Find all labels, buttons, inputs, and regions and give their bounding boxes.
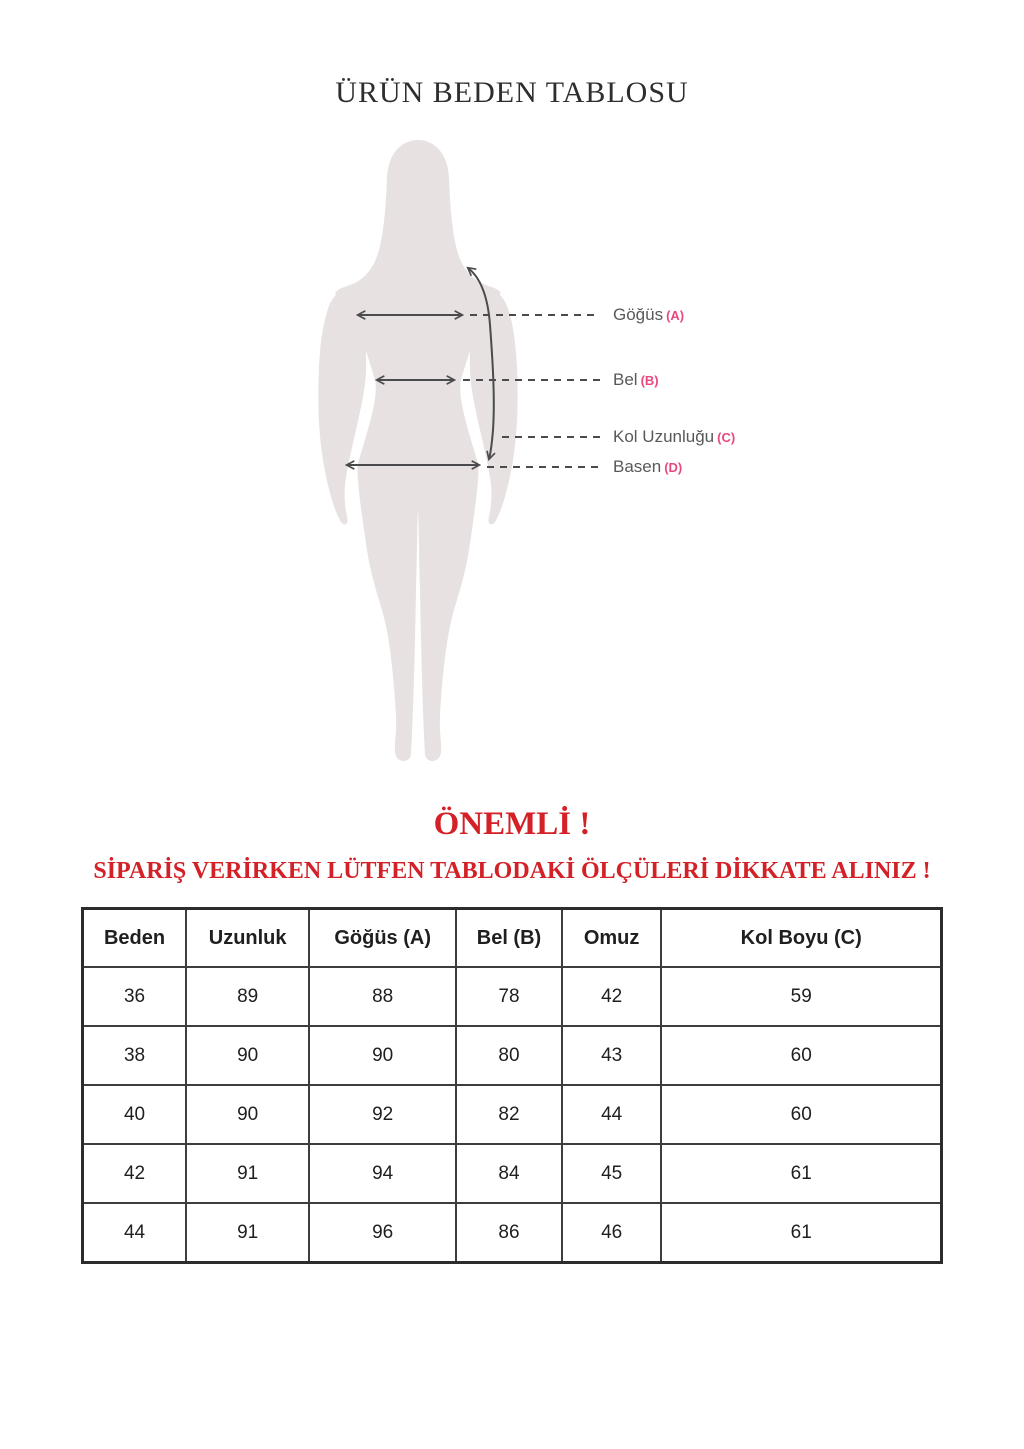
cell: 43 [562, 1026, 662, 1085]
measure-label-chest-text: Göğüs [613, 305, 664, 324]
cell: 92 [309, 1085, 456, 1144]
table-row [83, 1026, 942, 1085]
measure-label-waist-text: Bel [613, 370, 638, 389]
cell: 36 [83, 967, 187, 1026]
cell: 45 [562, 1144, 662, 1203]
measure-label-arm-length [613, 427, 735, 447]
measure-label-hip-letter: (D) [664, 460, 683, 475]
measurement-diagram [278, 130, 778, 775]
cell: 94 [309, 1144, 456, 1203]
cell: 40 [83, 1085, 187, 1144]
header-beden: Beden [83, 909, 187, 968]
header-bel: Bel (B) [456, 909, 562, 968]
measure-label-waist [613, 370, 659, 390]
cell: 90 [309, 1026, 456, 1085]
cell: 61 [661, 1203, 941, 1263]
page-title: ÜRÜN BEDEN TABLOSU [335, 76, 689, 109]
cell: 82 [456, 1085, 562, 1144]
header-kol-boyu: Kol Boyu (C) [661, 909, 941, 968]
cell: 61 [661, 1144, 941, 1203]
cell: 46 [562, 1203, 662, 1263]
measure-label-arm-length-text: Kol Uzunluğu [613, 427, 715, 446]
measure-label-waist-letter: (B) [640, 373, 659, 388]
cell: 89 [186, 967, 309, 1026]
measure-label-hip [613, 457, 682, 477]
header-omuz: Omuz [562, 909, 662, 968]
cell: 91 [186, 1144, 309, 1203]
cell: 60 [661, 1085, 941, 1144]
cell: 78 [456, 967, 562, 1026]
measure-label-chest-letter: (A) [666, 308, 685, 323]
size-table [81, 907, 943, 1264]
cell: 60 [661, 1026, 941, 1085]
table-row [83, 967, 942, 1026]
cell: 90 [186, 1026, 309, 1085]
header-gogus: Göğüs (A) [309, 909, 456, 968]
measure-label-chest [613, 305, 684, 325]
cell: 88 [309, 967, 456, 1026]
cell: 96 [309, 1203, 456, 1263]
cell: 80 [456, 1026, 562, 1085]
cell: 42 [83, 1144, 187, 1203]
cell: 59 [661, 967, 941, 1026]
cell: 91 [186, 1203, 309, 1263]
cell: 38 [83, 1026, 187, 1085]
warning-message: SİPARİŞ VERİRKEN LÜTFEN TABLODAKİ ÖLÇÜLERİ DİKKATE ALINIZ ! [93, 858, 931, 884]
cell: 44 [83, 1203, 187, 1263]
cell: 90 [186, 1085, 309, 1144]
header-uzunluk: Uzunluk [186, 909, 309, 968]
body-diagram-svg [278, 130, 778, 775]
cell: 86 [456, 1203, 562, 1263]
measure-label-arm-length-letter: (C) [717, 430, 736, 445]
table-row [83, 1085, 942, 1144]
warning-heading: ÖNEMLİ ! [433, 806, 591, 842]
table-row [83, 1203, 942, 1263]
measure-label-hip-text: Basen [613, 457, 662, 476]
size-table-header-row [83, 909, 942, 968]
cell: 42 [562, 967, 662, 1026]
cell: 44 [562, 1085, 662, 1144]
table-row [83, 1144, 942, 1203]
cell: 84 [456, 1144, 562, 1203]
female-body-silhouette [335, 140, 501, 761]
